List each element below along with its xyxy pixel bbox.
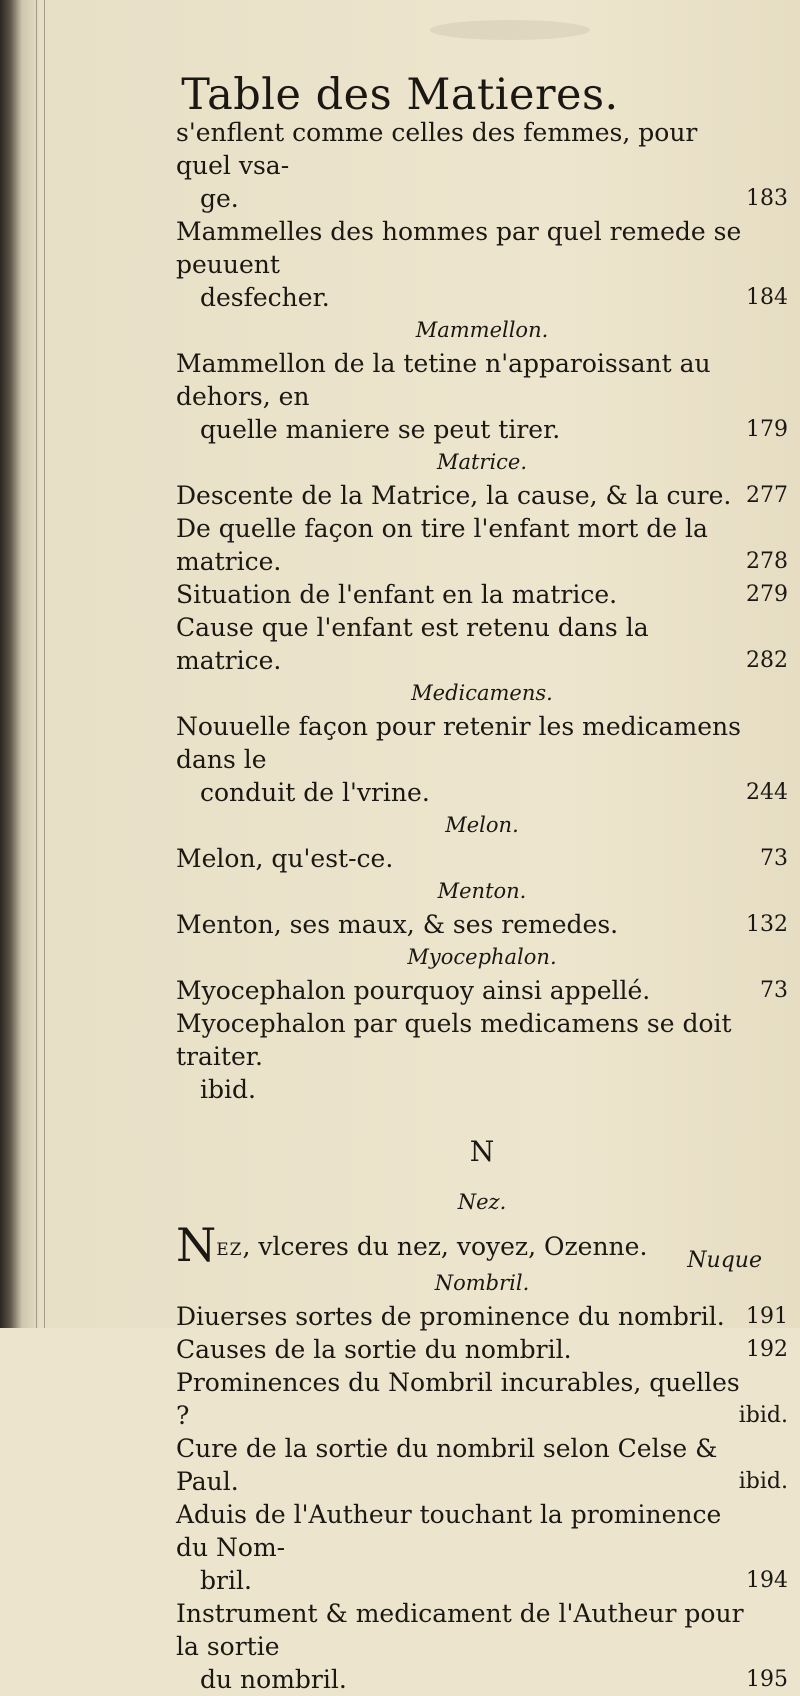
page-reference: 183 xyxy=(746,186,788,211)
entry-text: , vlceres du nez, voyez, Ozenne. xyxy=(242,1232,648,1261)
drop-cap: N xyxy=(176,1218,217,1272)
entry-line: conduit de l'vrine. xyxy=(200,778,430,807)
entry-line: s'enflent comme celles des femmes, pour quel vsa- xyxy=(176,118,698,180)
entry-line: bril. xyxy=(200,1566,252,1595)
index-entry xyxy=(176,1007,788,1106)
catchword: Nuque xyxy=(687,1248,762,1273)
letter-section-heading: N xyxy=(469,1135,495,1168)
small-caps-text: EZ xyxy=(216,1240,243,1260)
page-reference: 73 xyxy=(760,846,788,871)
entry-line: Mammelles des hommes par quel remede se peuuent xyxy=(176,217,742,279)
page-reference: 244 xyxy=(746,780,788,805)
page-reference: 191 xyxy=(746,1304,788,1329)
index-entry xyxy=(176,842,788,875)
index-entry xyxy=(176,479,788,512)
entry-line: Nouuelle façon pour retenir les medicamens dans le xyxy=(176,712,741,774)
entry-line: quelle maniere se peut tirer. xyxy=(200,415,561,444)
entry-line: Cure de la sortie du nombril selon Celse & Paul. xyxy=(176,1434,718,1496)
page-reference: 279 xyxy=(746,582,788,607)
page-title: Table des Matieres. xyxy=(181,70,619,120)
entry-line: Myocephalon pourquoy ainsi appellé. xyxy=(176,976,651,1005)
entry-line: Mammellon de la tetine n'apparoissant au dehors, en xyxy=(176,349,711,411)
page-reference: 192 xyxy=(746,1337,788,1362)
index-entry xyxy=(176,347,788,446)
index-entry xyxy=(176,1498,788,1597)
entry-line: Myocephalon par quels medicamens se doit traiter. xyxy=(176,1009,732,1071)
index-entry xyxy=(176,1597,788,1696)
entry-line: Menton, ses maux, & ses remedes. xyxy=(176,910,619,939)
entry-line: ge. xyxy=(200,184,239,213)
page-reference: 194 xyxy=(746,1568,788,1593)
index-entry xyxy=(176,512,788,578)
page-reference: 132 xyxy=(746,912,788,937)
entry-line: desfecher. xyxy=(200,283,330,312)
gutter-line xyxy=(44,0,45,1328)
page-reference: 278 xyxy=(746,549,788,574)
index-entry xyxy=(176,611,788,677)
page-reference: ibid. xyxy=(738,1469,788,1494)
page-reference: 195 xyxy=(746,1667,788,1692)
index-entry xyxy=(176,215,788,314)
index-entry xyxy=(176,1300,788,1333)
entry-line: Diuerses sortes de prominence du nombril. xyxy=(176,1302,725,1331)
entry-line: Melon, qu'est-ce. xyxy=(176,844,394,873)
entry-line: Aduis de l'Autheur touchant la prominence du Nom- xyxy=(176,1500,722,1562)
index-content xyxy=(176,116,788,1696)
entry-line: Instrument & medicament de l'Autheur pour la sortie xyxy=(176,1599,744,1661)
page-reference: 282 xyxy=(746,648,788,673)
section-heading: Melon. xyxy=(445,813,519,837)
section-heading: Mammellon. xyxy=(415,318,549,342)
section-heading: Nombril. xyxy=(434,1271,530,1295)
page-reference: ibid. xyxy=(738,1403,788,1428)
page-reference: 179 xyxy=(746,417,788,442)
entry-line: Causes de la sortie du nombril. xyxy=(176,1335,572,1364)
section-heading: Medicamens. xyxy=(411,681,553,705)
index-entry xyxy=(176,908,788,941)
index-entry xyxy=(176,1432,788,1498)
page-reference: 73 xyxy=(760,978,788,1003)
index-entry xyxy=(176,578,788,611)
index-entry xyxy=(176,1333,788,1366)
section-heading: Menton. xyxy=(437,879,527,903)
gutter-line xyxy=(36,0,37,1328)
page-reference: 184 xyxy=(746,285,788,310)
section-heading: Nez. xyxy=(457,1190,507,1214)
entry-line: Cause que l'enfant est retenu dans la matrice. xyxy=(176,613,649,675)
index-entry xyxy=(176,116,788,215)
index-entry xyxy=(176,710,788,809)
entry-line: Prominences du Nombril incurables, quelles ? xyxy=(176,1368,740,1430)
entry-line: ibid. xyxy=(200,1075,256,1104)
entry-line: Situation de l'enfant en la matrice. xyxy=(176,580,618,609)
index-entry xyxy=(176,1366,788,1432)
section-heading: Matrice. xyxy=(436,450,528,474)
section-heading: Myocephalon. xyxy=(407,945,557,969)
page-reference: 277 xyxy=(746,483,788,508)
entry-line: du nombril. xyxy=(200,1665,347,1694)
entry-line: De quelle façon on tire l'enfant mort de la matrice. xyxy=(176,514,708,576)
entry-line: Descente de la Matrice, la cause, & la cure. xyxy=(176,481,732,510)
index-entry xyxy=(176,974,788,1007)
paper-stain xyxy=(430,20,590,40)
